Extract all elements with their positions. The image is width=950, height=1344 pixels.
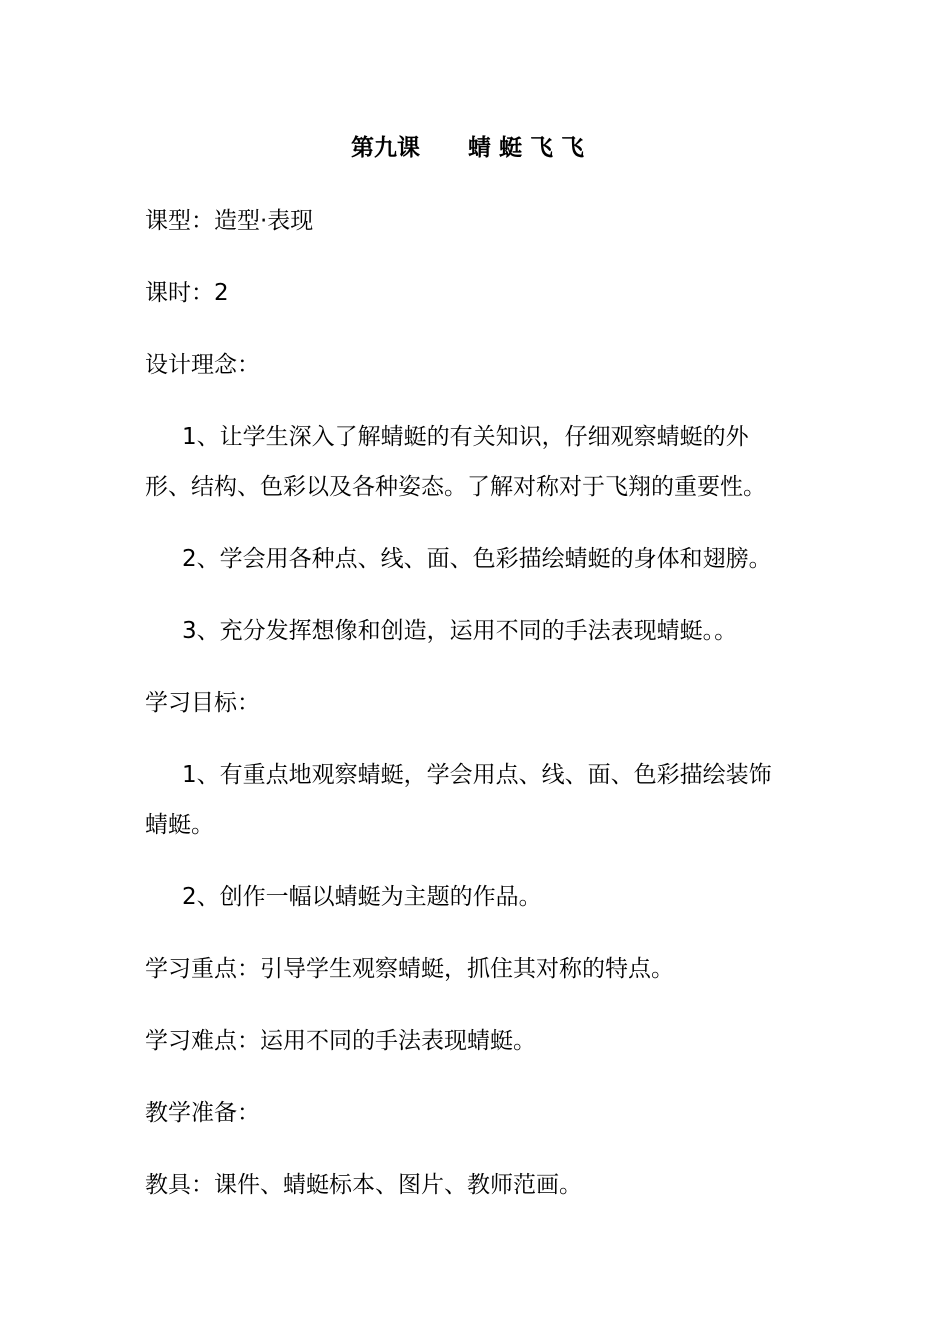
course-type-line: 课型：造型·表现	[145, 208, 314, 234]
concept-item-1-line-1: 1、让学生深入了解蜻蜓的有关知识，仔细观察蜻蜓的外	[182, 424, 749, 450]
concept-item-3: 3、充分发挥想像和创造，运用不同的手法表现蜻蜓。。	[182, 618, 738, 644]
teaching-aids-line: 教具：课件、蜻蜓标本、图片、教师范画。	[145, 1172, 582, 1198]
difficulties-line: 学习难点：运用不同的手法表现蜻蜓。	[145, 1028, 536, 1054]
goal-item-2: 2、创作一幅以蜻蜓为主题的作品。	[182, 884, 542, 910]
preparation-heading: 教学准备：	[145, 1100, 260, 1126]
learning-goals-heading: 学习目标：	[145, 690, 260, 716]
concept-item-1-line-2: 形、结构、色彩以及各种姿态。了解对称对于飞翔的重要性。	[145, 474, 766, 500]
key-points-line: 学习重点：引导学生观察蜻蜓，抓住其对称的特点。	[145, 956, 674, 982]
goal-item-1-line-1: 1、有重点地观察蜻蜓，学会用点、线、面、色彩描绘装饰	[182, 762, 772, 788]
goal-item-1-line-2: 蜻蜓。	[145, 812, 214, 838]
design-concept-heading: 设计理念：	[145, 352, 260, 378]
concept-item-2: 2、学会用各种点、线、面、色彩描绘蜻蜓的身体和翅膀。	[182, 546, 772, 572]
class-hours-line: 课时：2	[145, 280, 229, 306]
lesson-title: 第九课 蜻 蜓 飞 飞	[350, 135, 585, 161]
